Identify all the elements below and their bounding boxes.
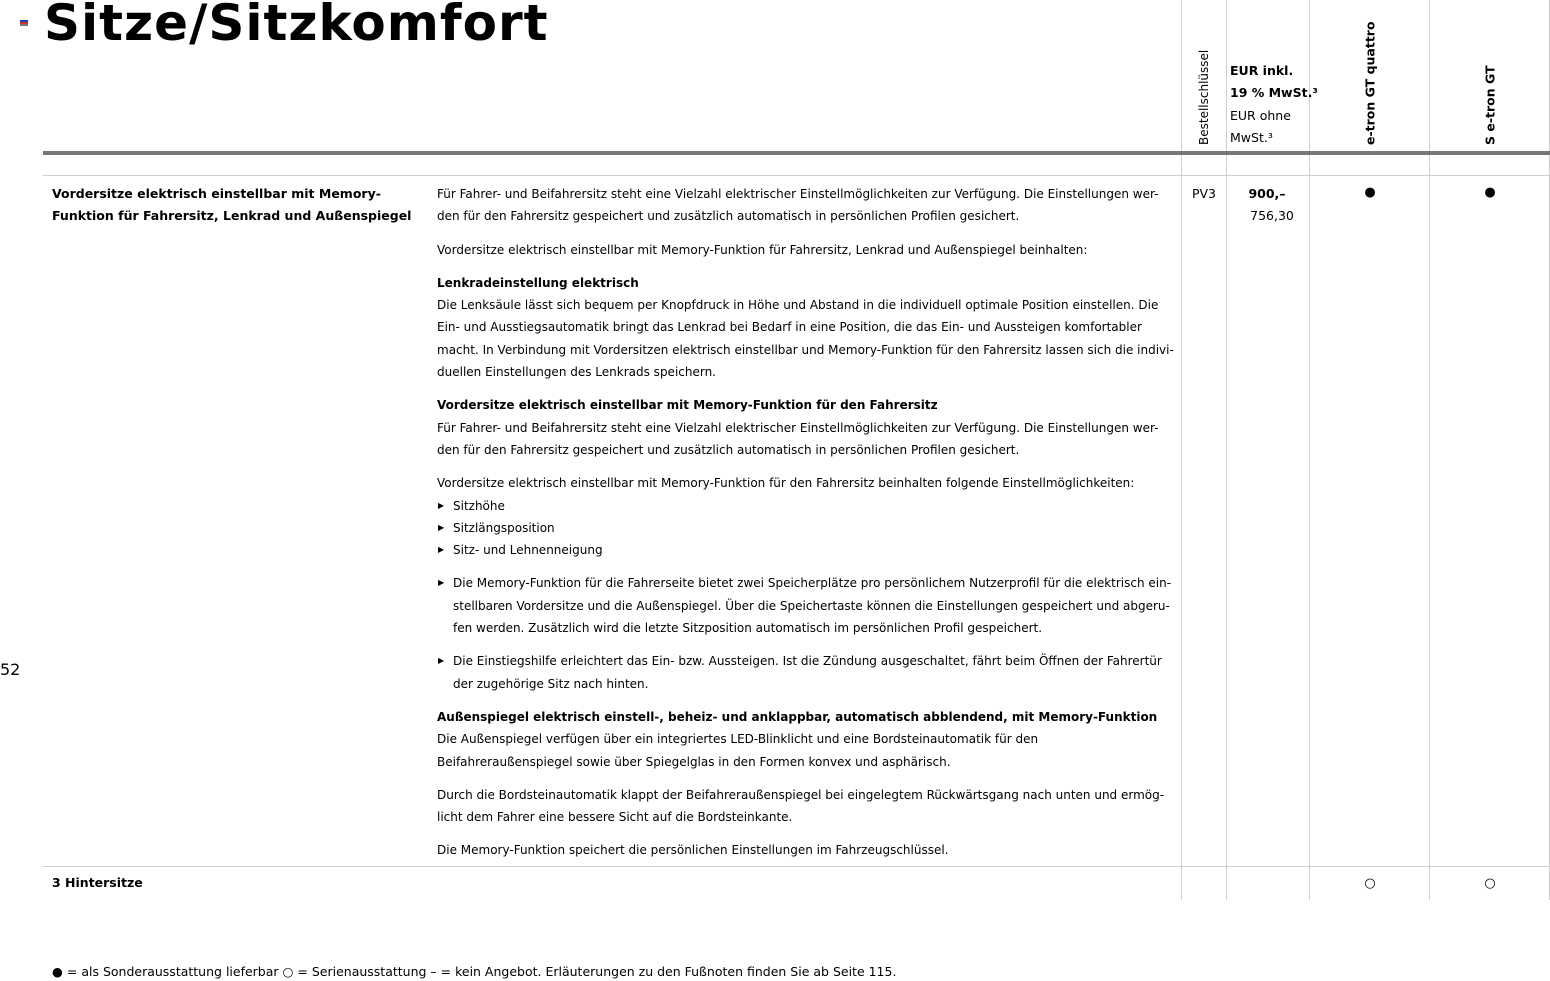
section-heading: Vordersitze elektrisch einstellbar mit Memory-Funktion für den Fahrersitz: [437, 398, 938, 413]
column-divider: [1181, 0, 1182, 900]
column-header-price: [1230, 60, 1318, 149]
order-code: PV3: [1191, 186, 1217, 201]
adjustment-list-block: [437, 472, 1175, 561]
section-text: Für Fahrer- und Beifahrersitz steht eine Vielzahl elektrischer Einstellmöglichkeiten zur Verfügung. Die Einstellungen wer-den für den Fahrersitz gespeichert und zusätzlich automatisch in persönlichen Profilen gesichert.: [437, 420, 1159, 457]
page-title: Sitze/Sitzkomfort: [44, 0, 549, 52]
column-header-code: Bestellschlüssel: [1197, 49, 1211, 145]
price-net: 756,30: [1250, 208, 1294, 224]
list-item: ▶ Sitzlängsposition: [437, 517, 1175, 539]
section-text: Die Lenksäule lässt sich bequem per Knopfdruck in Höhe und Abstand in die individuell optimale Position einstellen. Die Ein- und Ausstiegsautomatik bringt das Lenkrad bei Bedarf in eine Position, die das Ein- und Aussteigen komfortabler macht. In Verbindung mit Vordersitzen elektrisch einstellbar und Memory-Funktion für den Fahrersitz lassen sich die indivi-duellen Einstellungen des Lenkrads speichern.: [437, 298, 1174, 380]
list-item: ▶ Die Memory-Funktion für die Fahrerseite bietet zwei Speicherplätze pro persönlichem Nutzerprofil für die elektrisch ein-stellbaren Vordersitze und die Außenspiegel. Über die Speichertaste können die Einstellungen gespeichert und abgeru-fen werden. Zusätzlich wird die letzte Sitzposition automatisch im persönlichen Profil gespeichert.: [437, 572, 1175, 639]
list-intro: Vordersitze elektrisch einstellbar mit Memory-Funktion für den Fahrersitz beinhalten folgende Einstellmöglichkeiten:: [437, 476, 1135, 491]
row-divider: [43, 175, 1550, 176]
column-header-model-1: e-tron GT quattro: [1362, 21, 1378, 145]
price-gross-label: EUR inkl.: [1230, 63, 1294, 78]
list-item: ▶ Sitzhöhe: [437, 495, 1175, 517]
section-steering: [437, 272, 1175, 383]
option-title: Vordersitze elektrisch einstellbar mit Memory-Funktion für Fahrersitz, Lenkrad und Außenspiegel: [52, 186, 412, 224]
column-divider: [1429, 0, 1430, 900]
list-item: ▶ Die Einstiegshilfe erleichtert das Ein- bzw. Aussteigen. Ist die Zündung ausgeschaltet, fährt beim Öffnen der Fahrertür der zugehörige Sitz nach hinten.: [437, 650, 1175, 695]
standard-circle-icon: ○: [1364, 876, 1376, 891]
header-rule: [43, 151, 1550, 155]
option-intro: Für Fahrer- und Beifahrersitz steht eine Vielzahl elektrischer Einstellmöglichkeiten zur Verfügung. Die Einstellungen wer-den für den Fahrersitz gespeichert und zusätzlich automatisch in persönlichen Profilen gesichert.: [437, 187, 1159, 224]
section-text: Die Außenspiegel verfügen über ein integriertes LED-Blinklicht und eine Bordsteinautomatik für den Beifahreraußenspiegel sowie über Spiegelglas in den Formen konvex und asphärisch.: [437, 732, 1039, 769]
section-seats: [437, 394, 1175, 461]
availability-dot-icon: ●: [1484, 185, 1496, 200]
price-gross: 900,–: [1248, 186, 1286, 201]
price-net-label: EUR ohne: [1230, 107, 1291, 123]
price-net-label-2: MwSt.³: [1230, 129, 1273, 145]
price-gross-label-2: 19 % MwSt.³: [1230, 85, 1318, 101]
legend-footnote: ● = als Sonderausstattung lieferbar ○ = Serienausstattung – = kein Angebot. Erläuterungen zu den Fußnoten finden Sie ab Seite 115.: [52, 964, 897, 979]
option-title: 3 Hintersitze: [52, 875, 143, 890]
availability-dot-icon: ●: [1364, 185, 1376, 200]
list-item: ▶ Sitz- und Lehnenneigung: [437, 539, 1175, 561]
section-text: Durch die Bordsteinautomatik klappt der Beifahreraußenspiegel bei eingelegtem Rückwärtsgang nach unten und ermög-licht dem Fahrer eine bessere Sicht auf die Bordsteinkante.: [437, 787, 1165, 825]
brand-flag-icon: [20, 20, 28, 26]
page-number: 52: [0, 660, 21, 679]
standard-circle-icon: ○: [1484, 876, 1496, 891]
column-header-model-2: S e-tron GT: [1482, 65, 1498, 145]
option-description: [437, 183, 1175, 873]
option-contains: Vordersitze elektrisch einstellbar mit Memory-Funktion für Fahrersitz, Lenkrad und Außenspiegel beinhalten:: [437, 242, 1088, 257]
column-divider: [1226, 0, 1227, 900]
price-cell: [1227, 183, 1307, 228]
section-mirrors: [437, 706, 1175, 773]
section-heading: Lenkradeinstellung elektrisch: [437, 275, 639, 290]
section-heading: Außenspiegel elektrisch einstell-, beheiz- und anklappbar, automatisch abblendend, mit Memory-Funktion: [437, 709, 1158, 724]
section-text: Die Memory-Funktion speichert die persönlichen Einstellungen im Fahrzeugschlüssel.: [437, 843, 949, 858]
